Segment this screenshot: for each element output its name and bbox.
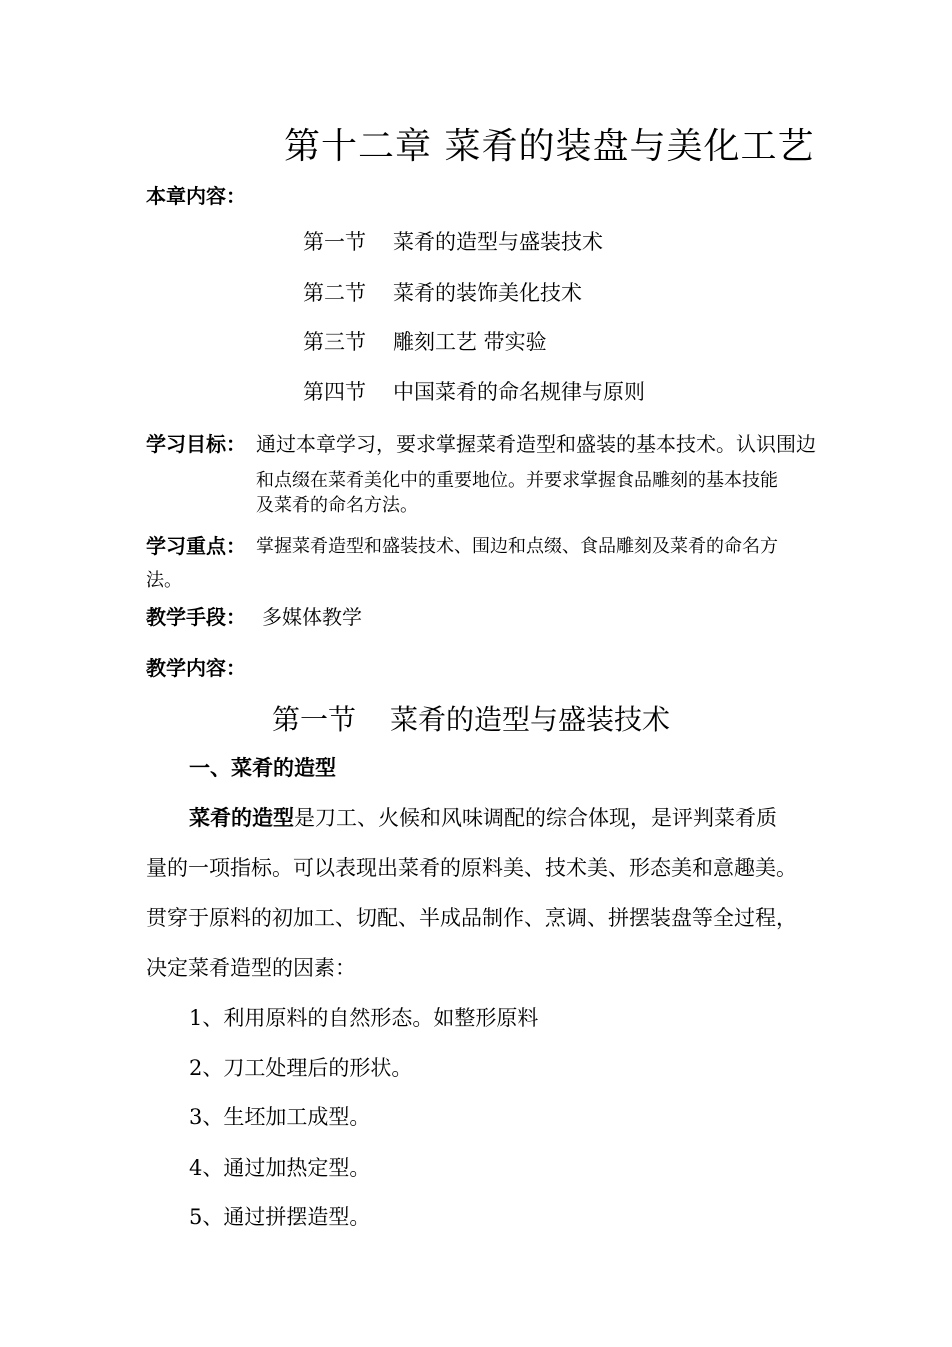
toc-item-number: 第二节 [303,281,366,305]
teaching-content-label: 教学内容： [146,656,246,680]
toc-item-number: 第四节 [303,380,366,404]
key-points-text: 掌握菜肴造型和盛装技术、围边和点缀、食品雕刻及菜肴的命名方 [256,536,778,557]
list-item: 1、利用原料的自然形态。如整形原料 [189,1006,539,1030]
learning-objectives-text: 及菜肴的命名方法。 [256,495,418,516]
chapter-title: 第十二章 菜肴的装盘与美化工艺 [284,126,815,167]
learning-objectives-text: 通过本章学习，要求掌握菜肴造型和盛装的基本技术。认识围边 [256,432,816,456]
paragraph-text: 是刀工、火候和风味调配的综合体现，是评判菜肴质 [294,806,777,830]
toc-item-title: 中国菜肴的命名规律与原则 [393,380,645,404]
paragraph-line: 贯穿于原料的初加工、切配、半成品制作、烹调、拼摆装盘等全过程， [146,906,797,930]
toc-item-number: 第三节 [303,330,366,354]
toc-item [303,277,582,307]
paragraph-line: 决定菜肴造型的因素： [146,956,356,980]
key-points-text: 法。 [146,570,182,591]
key-term: 菜肴的造型 [189,806,294,830]
list-item: 2、刀工处理后的形状。 [189,1056,413,1080]
paragraph-line [189,802,777,832]
toc-item [303,226,603,256]
toc-item-title: 菜肴的造型与盛装技术 [393,230,603,254]
toc-item [303,376,645,406]
toc-item-number: 第一节 [303,230,366,254]
key-points-label: 学习重点： [146,534,246,558]
teaching-methods-value: 多媒体教学 [262,605,362,629]
toc-item-title: 雕刻工艺 带实验 [393,330,547,354]
chapter-contents-label: 本章内容： [146,184,246,208]
section-number: 第一节 [272,703,357,736]
subsection-heading: 一、菜肴的造型 [189,756,336,780]
section-title: 菜肴的造型与盛装技术 [390,703,671,736]
toc-item [303,326,547,356]
paragraph-line: 量的一项指标。可以表现出菜肴的原料美、技术美、形态美和意趣美。 [146,856,797,880]
toc-item-title: 菜肴的装饰美化技术 [393,281,582,305]
section-heading [272,698,670,738]
list-item: 5、通过拼摆造型。 [189,1205,371,1229]
list-item: 3、生坯加工成型。 [189,1105,371,1129]
learning-objectives-text: 和点缀在菜肴美化中的重要地位。并要求掌握食品雕刻的基本技能 [256,470,778,491]
list-item: 4、通过加热定型。 [189,1156,371,1180]
learning-objectives-label: 学习目标： [146,432,246,456]
teaching-methods-label: 教学手段： [146,605,246,629]
